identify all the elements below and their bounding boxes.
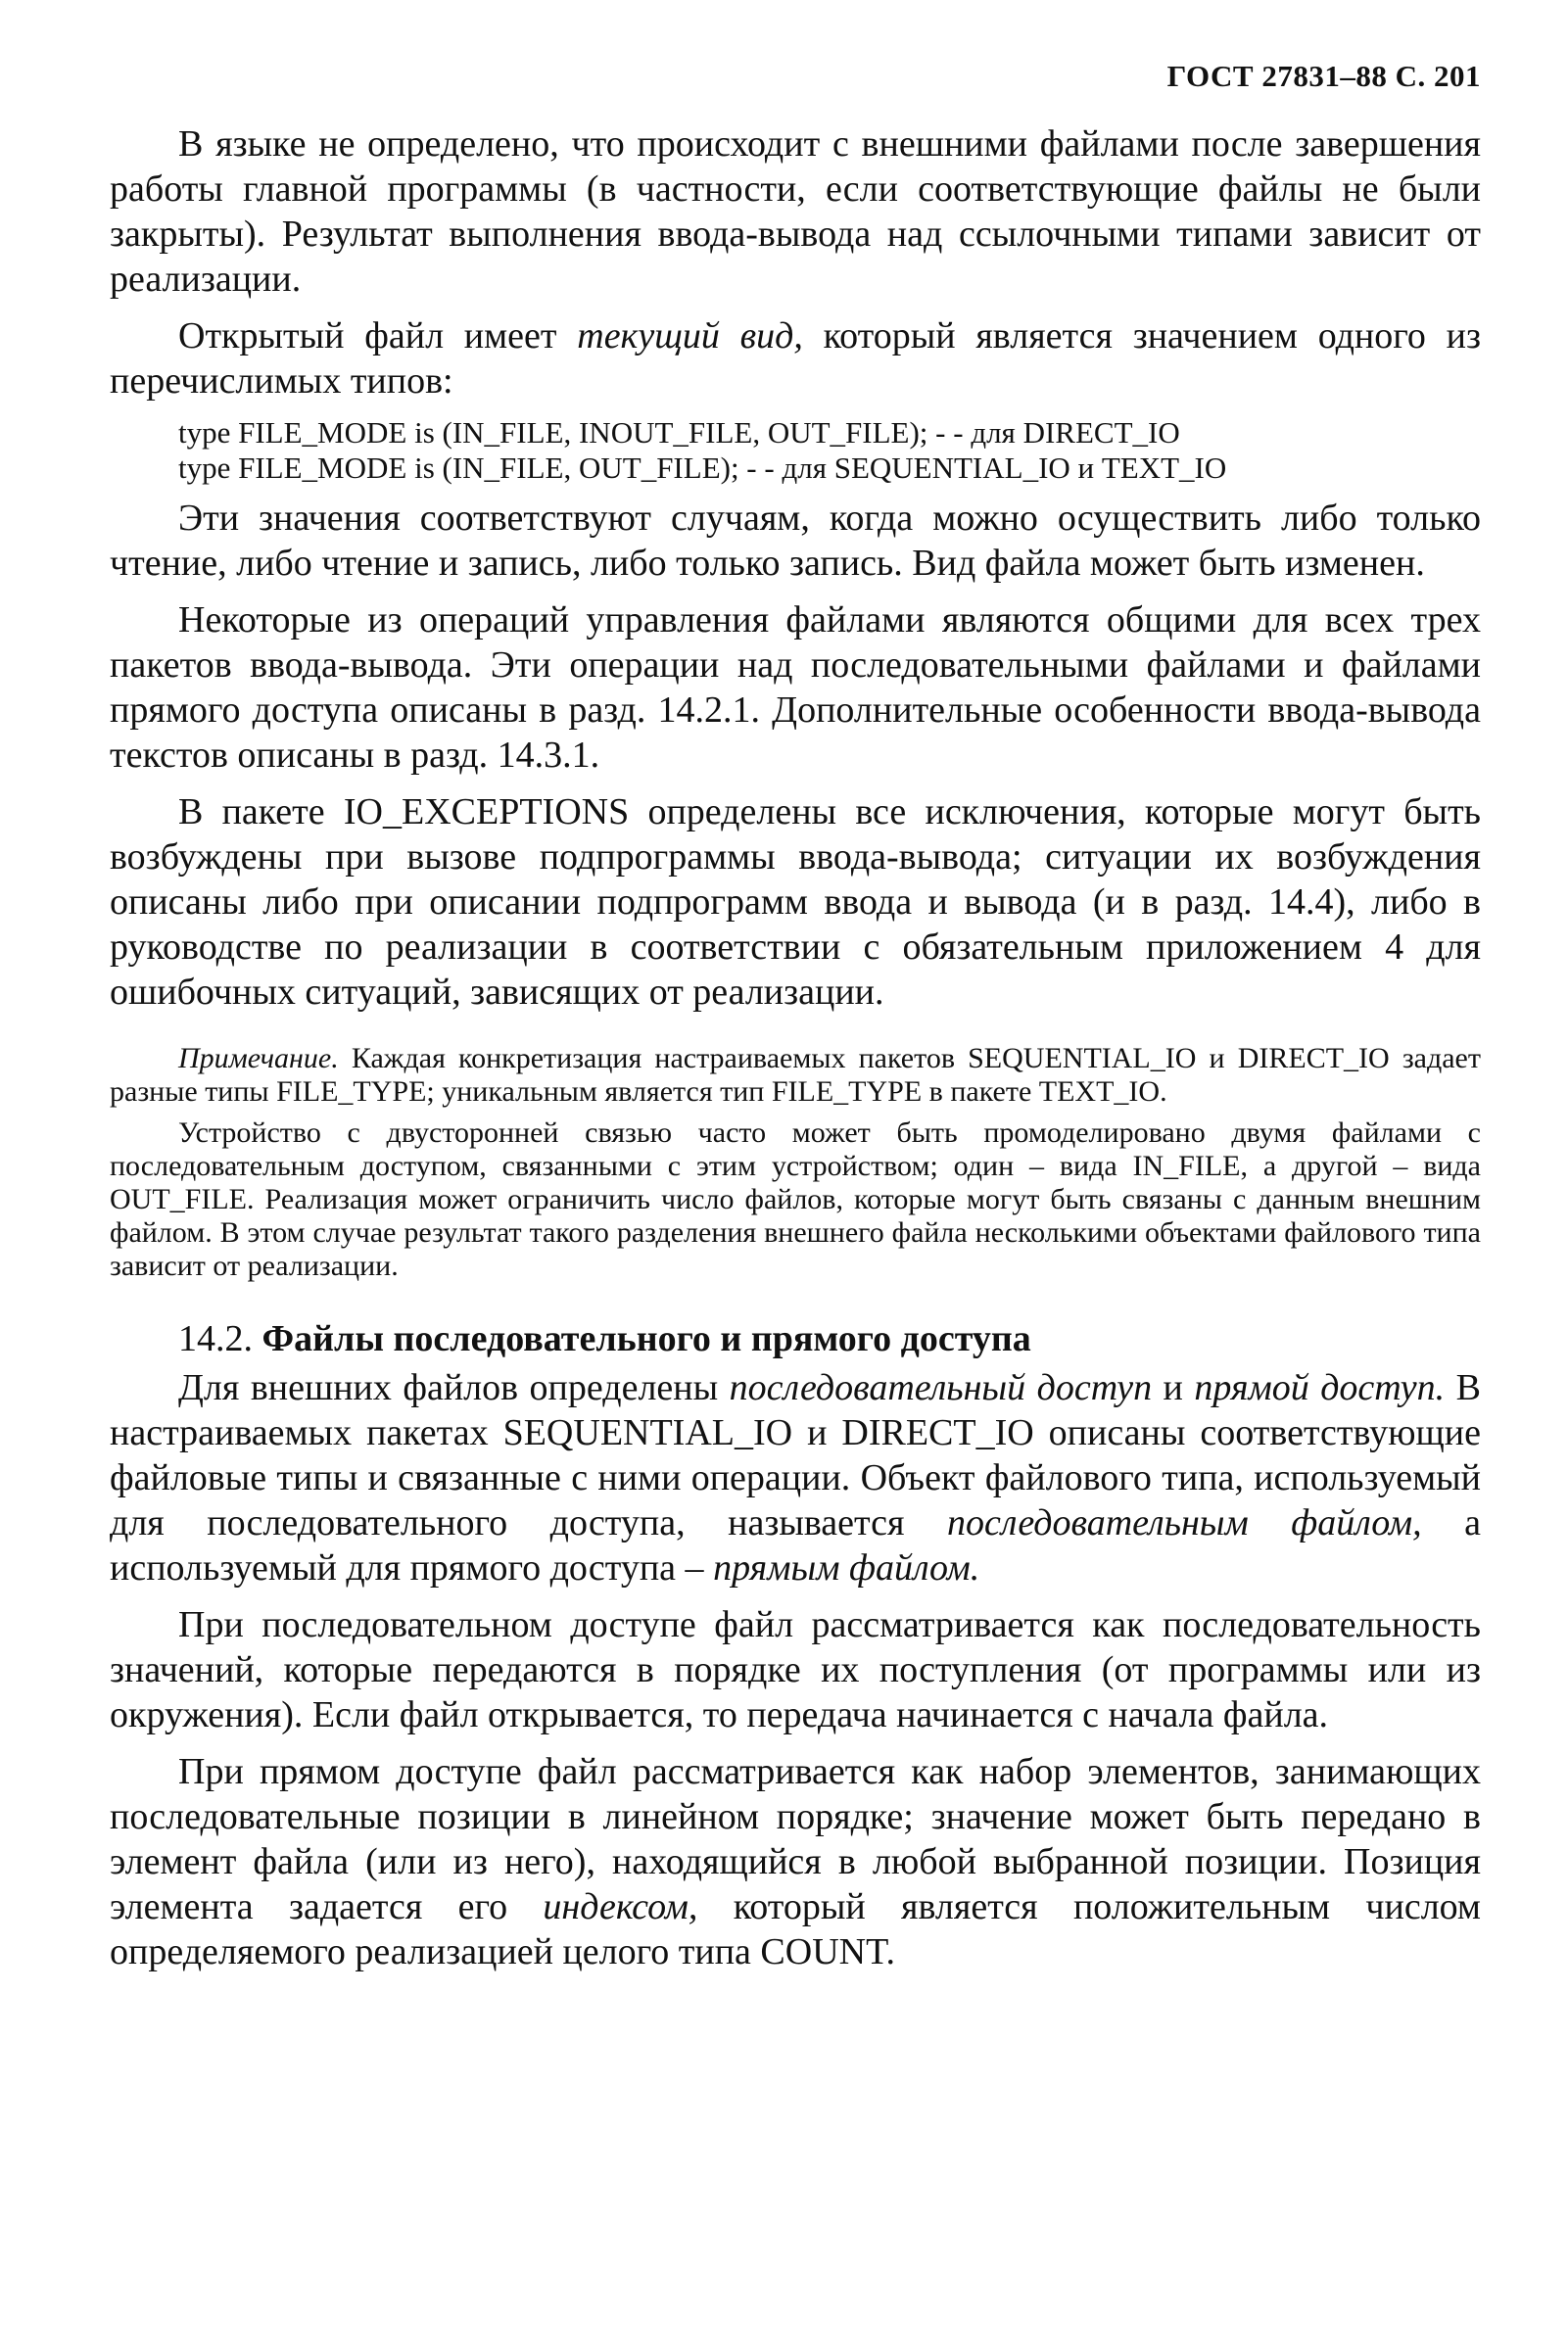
paragraph-file-operations: Некоторые из операций управления файлами являются общими для всех трех пакетов ввода-вывода. Эти операции над последовательными файлами и файлами прямого доступа описаны в разд. 14.2.1. Дополнительные особенности ввода-вывода текстов описаны в разд. 14.3.1. [110, 599, 1481, 776]
direct-access-text-a: При прямом доступе файл рассматривается как набор элементов, занимающих последовательные позиции в линейном порядке; значение может быть передано в элемент файла (или из него), находящийся в любой выбранной позиции. Позиция элемента задается его [110, 1751, 1481, 1927]
paragraph-current-mode-text-a: Открытый файл имеет [178, 315, 578, 356]
section-number: 14.2. [178, 1318, 253, 1359]
note-label: Примечание. [178, 1042, 339, 1074]
term-sequential-access: последовательный доступ [729, 1367, 1153, 1408]
note-file-type [110, 1042, 1481, 1109]
paragraph-sequential-access: При последовательном доступе файл рассматривается как последовательность значений, которые передаются в порядке их поступления (от программы или из окружения). Если файл открывается, то передача начинается с начала файла. [110, 1604, 1481, 1735]
section-heading [178, 1316, 1481, 1361]
term-direct-file: прямым файлом. [713, 1547, 980, 1589]
code-block-file-mode [110, 415, 1481, 486]
paragraph-mode-values: Эти значения соответствуют случаям, когда можно осуществить либо только чтение, либо чтение и запись, либо только запись. Вид файла может быть изменен. [110, 498, 1481, 584]
access-kinds-text-d: а используемый для прямого доступа – [110, 1502, 1481, 1589]
access-kinds-text-c: В настраиваемых пакетах SEQUENTIAL_IO и DIRECT_IO описаны соответствующие файловые типы и связанные с ними операции. Объект файлового типа, используемый для последовательного доступа, называется [110, 1367, 1481, 1543]
paragraph-direct-access [110, 1749, 1481, 1974]
paragraph-io-exceptions: В пакете IO_EXCEPTIONS определены все исключения, которые могут быть возбуждены при вызове подпрограммы ввода-вывода; ситуации их возбуждения описаны либо при описании подпрограмм ввода и вывода (и в разд. 14.4), либо в руководстве по реализации в соответствии с обязательным приложением 4 для ошибочных ситуаций, зависящих от реализации. [110, 791, 1481, 1013]
section-title: Файлы последовательного и прямого доступа [261, 1318, 1031, 1359]
direct-access-text-b: который является положительным числом определяемого реализацией целого типа COUNT. [110, 1886, 1481, 1972]
access-kinds-text-b: и [1152, 1367, 1195, 1408]
term-current-mode: текущий вид, [577, 315, 803, 356]
term-index: индексом, [543, 1886, 698, 1927]
term-sequential-file: последовательным файлом, [946, 1502, 1422, 1543]
paragraph-access-kinds [110, 1365, 1481, 1590]
code-line-sequential-io: type FILE_MODE is (IN_FILE, OUT_FILE); - - для SEQUENTIAL_IO и TEXT_IO [178, 451, 1227, 485]
term-direct-access: прямой доступ. [1194, 1367, 1446, 1408]
note-duplex-device: Устройство с двусторонней связью часто может быть промоделировано двумя файлами с последовательным доступом, связанными с этим устройством; один – вида IN_FILE, а другой – вида OUT_FILE. Реализация может ограничить число файлов, которые могут быть связаны с данным внешним файлом. В этом случае результат такого разделения внешнего файла несколькими объектами файлового типа зависит от реализации. [110, 1116, 1481, 1282]
page-header: ГОСТ 27831–88 С. 201 [1166, 59, 1481, 93]
note-text-file-type: Каждая конкретизация настраиваемых пакетов SEQUENTIAL_IO и DIRECT_IO задает разные типы FILE_TYPE; уникальным является тип FILE_TYPE в пакете TEXT_IO. [110, 1042, 1481, 1108]
code-line-direct-io: type FILE_MODE is (IN_FILE, INOUT_FILE, OUT_FILE); - - для DIRECT_IO [178, 415, 1180, 450]
paragraph-main-program-files: В языке не определено, что происходит с внешними файлами после завершения работы главной программы (в частности, если соответствующие файлы не были закрыты). Результат выполнения ввода-вывода над ссылочными типами зависит от реализации. [110, 123, 1481, 300]
paragraph-current-mode [110, 313, 1481, 403]
paragraph-current-mode-text-b: который является значением одного из перечислимых типов: [110, 315, 1481, 402]
document-page [110, 59, 1481, 1986]
access-kinds-text-a: Для внешних файлов определены [178, 1367, 730, 1408]
